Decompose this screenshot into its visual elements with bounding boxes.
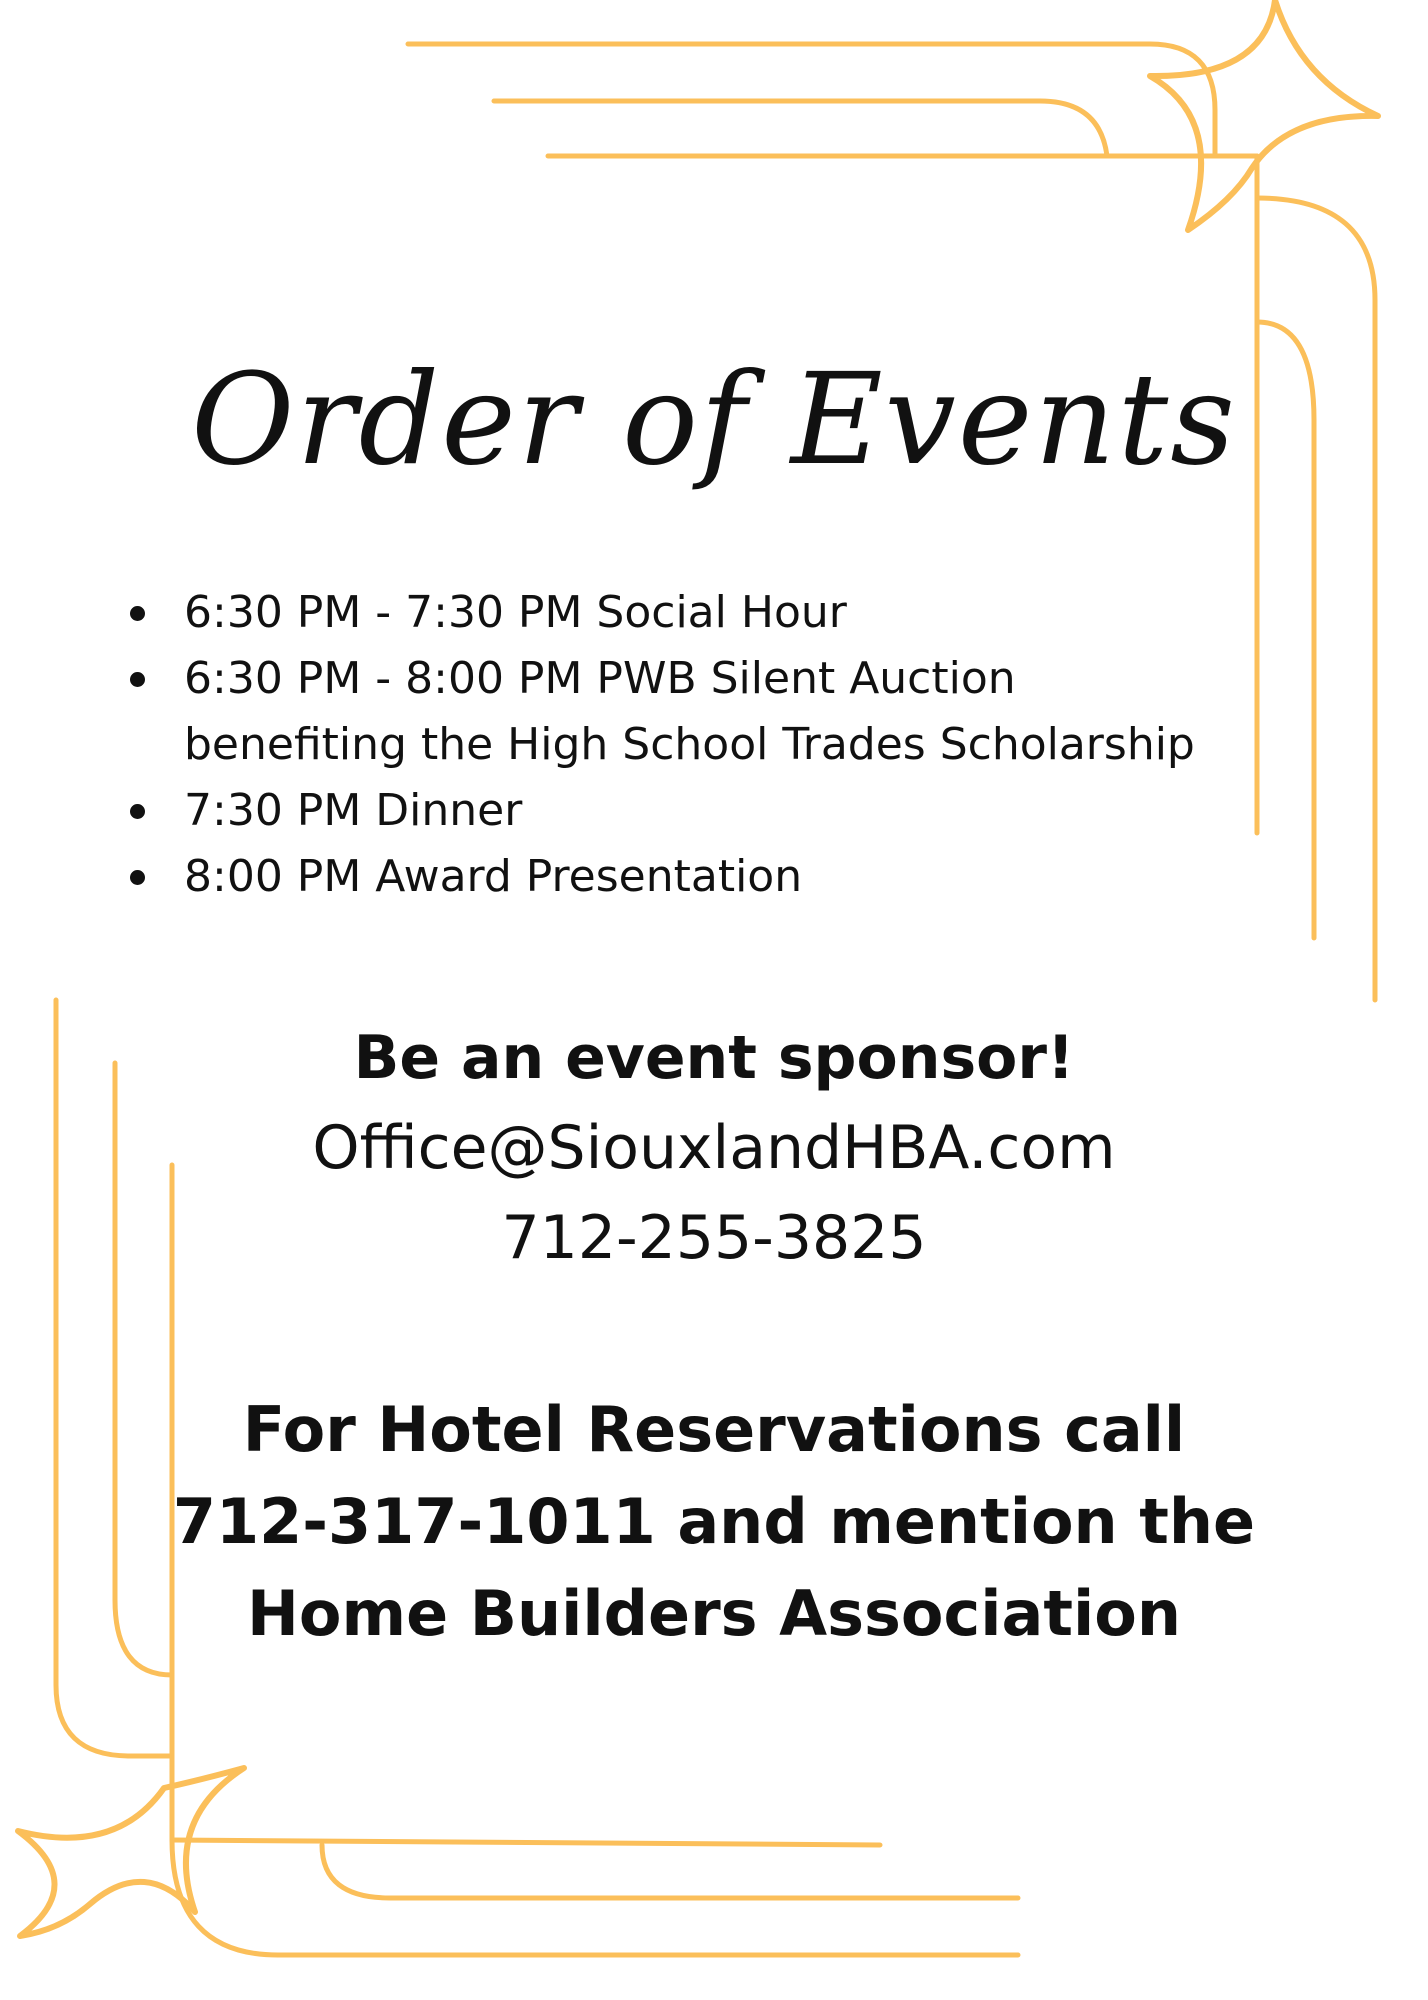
event-item [126,778,1276,844]
frame-line-bottom-middle [322,1845,1018,1898]
event-text: 7:30 PM Dinner [184,785,523,836]
event-text: 8:00 PM Award Presentation [184,851,803,902]
sponsor-heading: Be an event sponsor! [353,1023,1075,1093]
hotel-reservations-section [0,1384,1428,1660]
frame-line-top-middle [494,101,1107,156]
hotel-line: Home Builders Association [247,1577,1181,1650]
event-item [126,646,1276,778]
sponsor-phone: 712-255-3825 [501,1203,927,1273]
hotel-line: 712-317-1011 and mention the [172,1485,1256,1558]
sponsor-email-link[interactable]: Office@SiouxlandHBA.com [312,1113,1116,1183]
frame-line-bottom-outer [172,1840,880,1845]
event-text: 6:30 PM - 7:30 PM Social Hour [184,587,847,638]
page-title: Order of Events [191,346,1237,493]
hotel-line: For Hotel Reservations call [242,1393,1186,1466]
four-point-star-icon [1150,0,1378,230]
event-text-continued: benefiting the High School Trades Scholarship [184,719,1195,770]
event-list [126,580,1276,910]
event-item [126,844,1276,910]
four-point-star-icon [18,1768,244,1936]
event-text: 6:30 PM - 8:00 PM PWB Silent Auction [184,653,1016,704]
event-item [126,580,1276,646]
sponsor-section [0,1013,1428,1283]
